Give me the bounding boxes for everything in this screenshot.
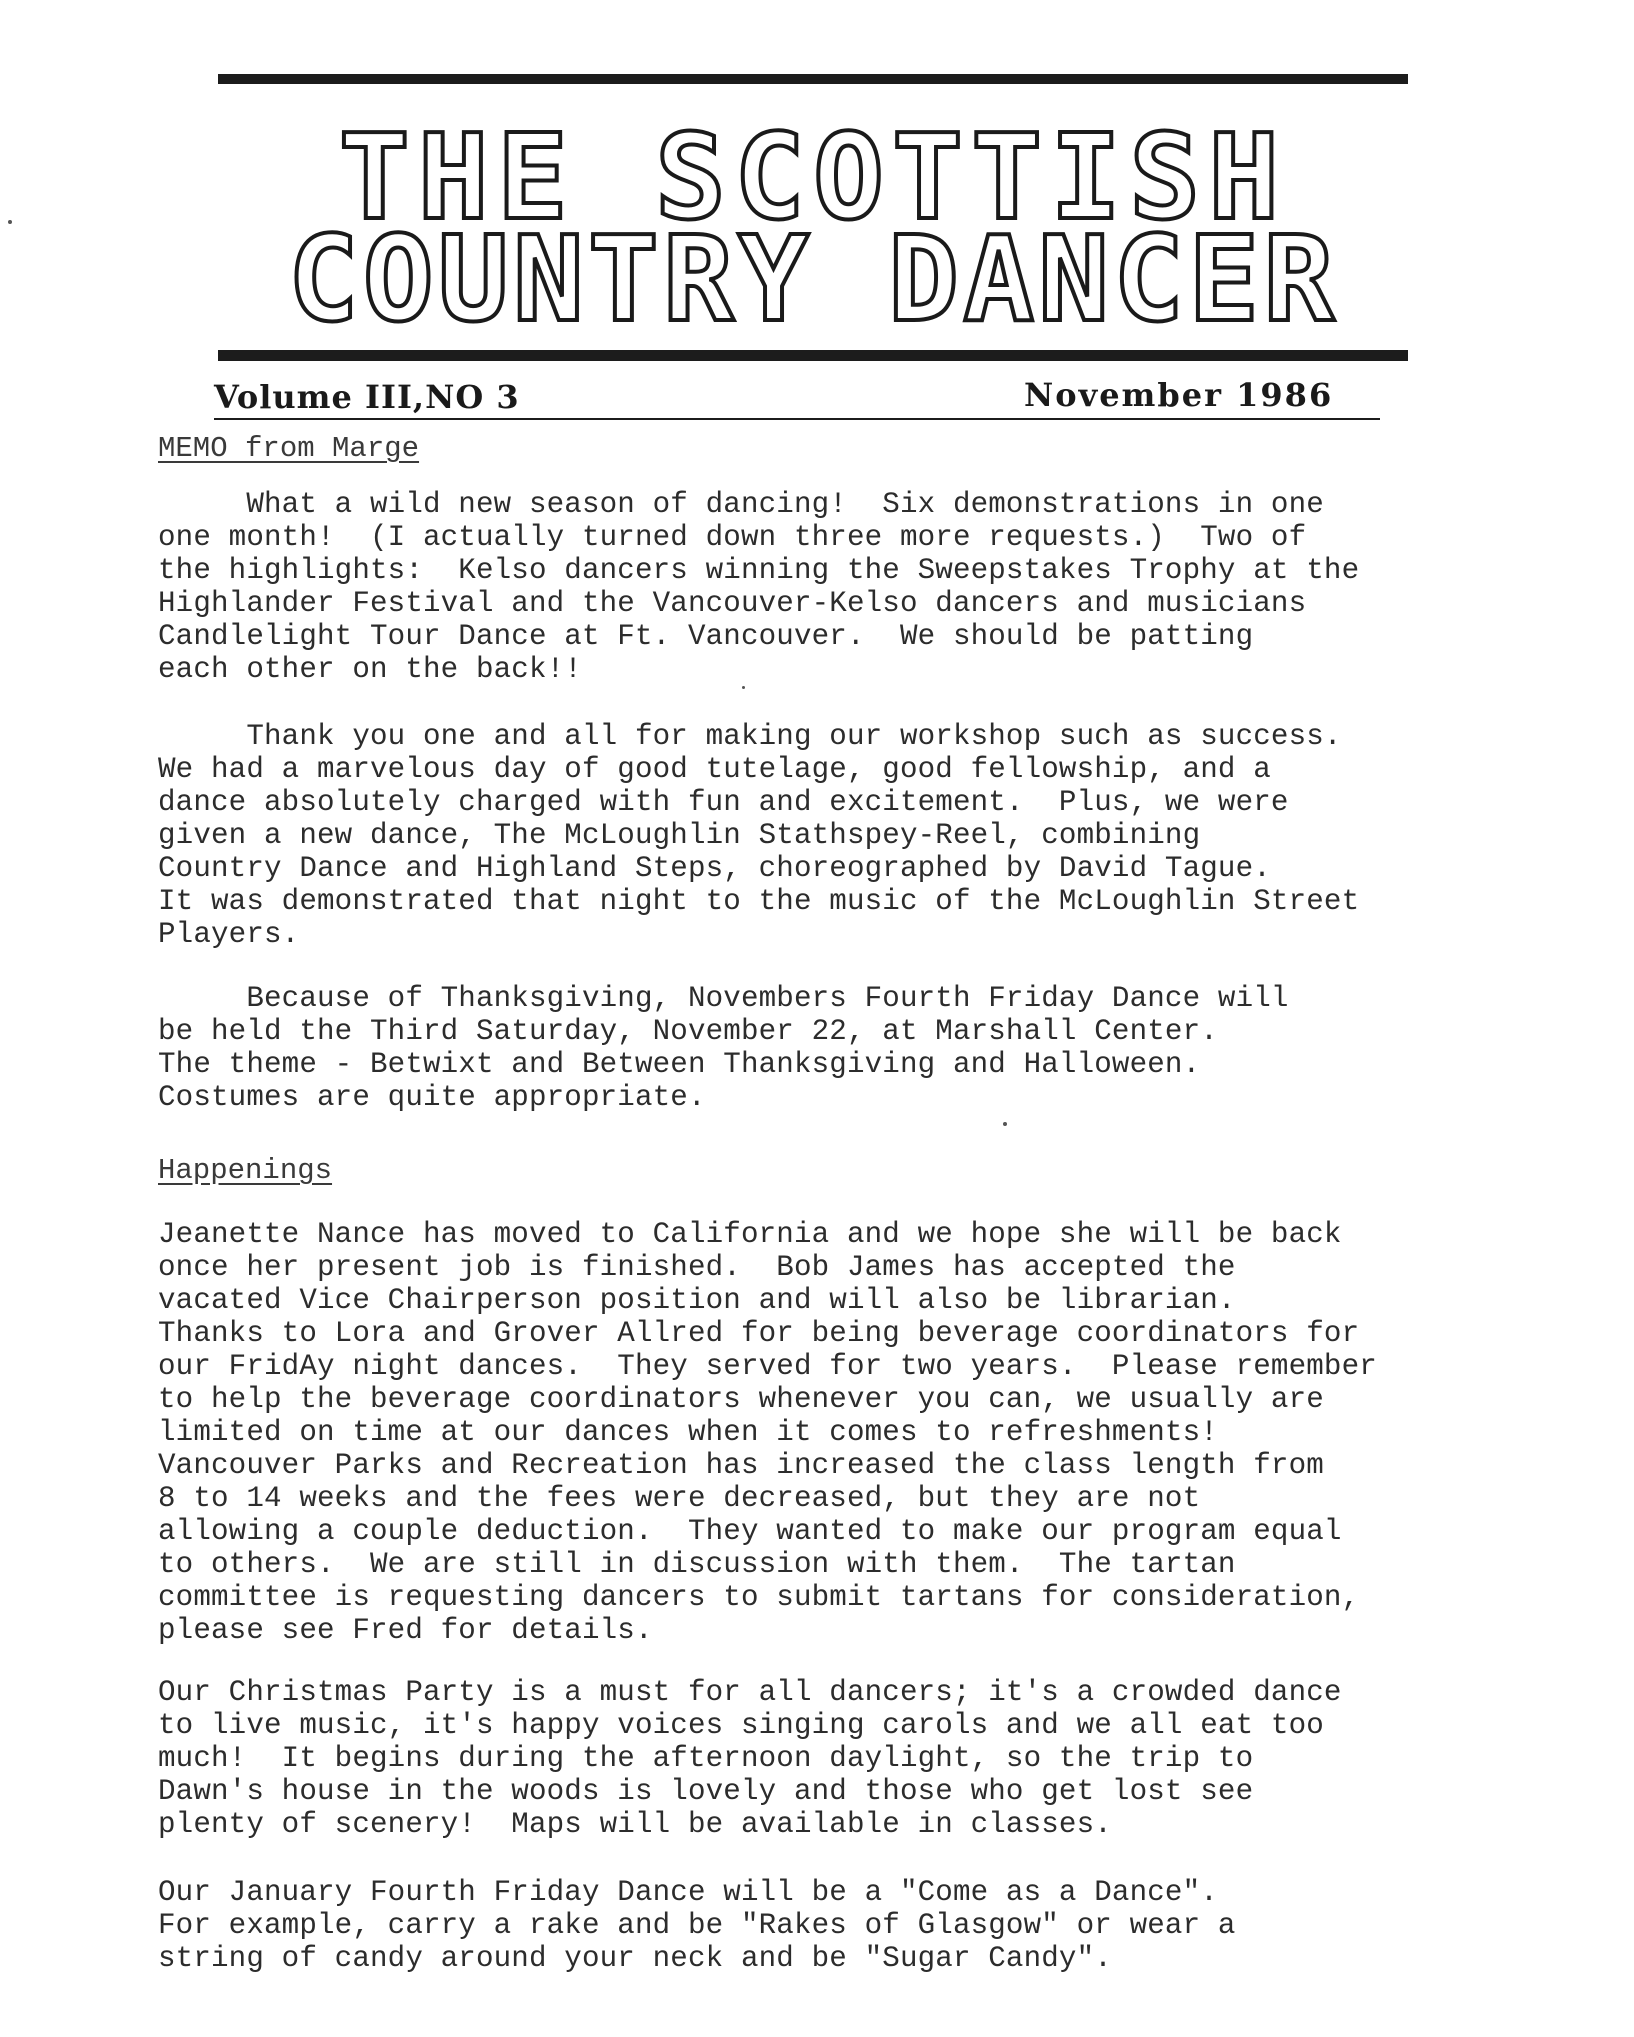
masthead-title-line-1: THE SCOTTISH bbox=[338, 108, 1288, 246]
issue-volume: Volume III,NO 3 bbox=[214, 378, 520, 416]
scan-speck bbox=[742, 686, 745, 689]
happenings-paragraph-1: Jeanette Nance has moved to California and we hope she will be back once her present job is finished. Bob James has accepted the vacated Vice Chairperson position and will also be librarian. Thanks to Lora and Grover Allred for being beverage coordinators for our FridAy night dances. They served for two years. Please remember to help the beverage coordinators whenever you can, we usually are limited on time at our dances when it comes to refreshments! Vancouver Parks and Recreation has increased the class length from 8 to 14 weeks and the fees were decreased, but they are not allowing a couple deduction. They wanted to make our program equal to others. We are still in discussion with them. The tartan committee is requesting dancers to submit tartans for consideration, please see Fred for details. bbox=[158, 1218, 1377, 1647]
issue-date: November 1986 bbox=[1024, 376, 1334, 414]
happenings-paragraph-2: Our Christmas Party is a must for all dancers; it's a crowded dance to live music, it's happy voices singing carols and we all eat too much! It begins during the afternoon daylight, so the trip to Dawn's house in the woods is lovely and those who get lost see plenty of scenery! Maps will be available in classes. bbox=[158, 1676, 1342, 1841]
masthead-title-line-2: COUNTRY DANCER bbox=[287, 210, 1339, 348]
scan-speck bbox=[1003, 1122, 1007, 1126]
masthead-bottom-rule bbox=[218, 350, 1408, 361]
scan-speck bbox=[8, 220, 12, 224]
memo-paragraph-3: Because of Thanksgiving, Novembers Fourth Friday Dance will be held the Third Saturday, November 22, at Marshall Center. The theme - Betwixt and Between Thanksgiving and Halloween. Costumes are quite appropriate. bbox=[158, 982, 1289, 1114]
memo-heading: MEMO from Marge bbox=[158, 432, 420, 465]
memo-paragraph-1: What a wild new season of dancing! Six demonstrations in one one month! (I actually turned down three more requests.) Two of the highlights: Kelso dancers winning the Sweepstakes Trophy at the Highlander Festival and the Vancouver-Kelso dancers and musicians Candlelight Tour Dance at Ft. Vancouver. We should be patting each other on the back!! bbox=[158, 488, 1360, 686]
issue-line bbox=[214, 378, 1380, 420]
happenings-paragraph-3: Our January Fourth Friday Dance will be a "Come as a Dance". For example, carry a rake and be "Rakes of Glasgow" or wear a string of candy around your neck and be "Sugar Candy". bbox=[158, 1876, 1236, 1975]
masthead-top-rule bbox=[218, 74, 1408, 84]
happenings-heading: Happenings bbox=[158, 1154, 333, 1187]
memo-paragraph-2: Thank you one and all for making our workshop such as success. We had a marvelous day of good tutelage, good fellowship, and a dance absolutely charged with fun and excitement. Plus, we were given a new dance, The McLoughlin Stathspey-Reel, combining Country Dance and Highland Steps, choreographed by David Tague. It was demonstrated that night to the music of the McLoughlin Street Players. bbox=[158, 720, 1360, 951]
